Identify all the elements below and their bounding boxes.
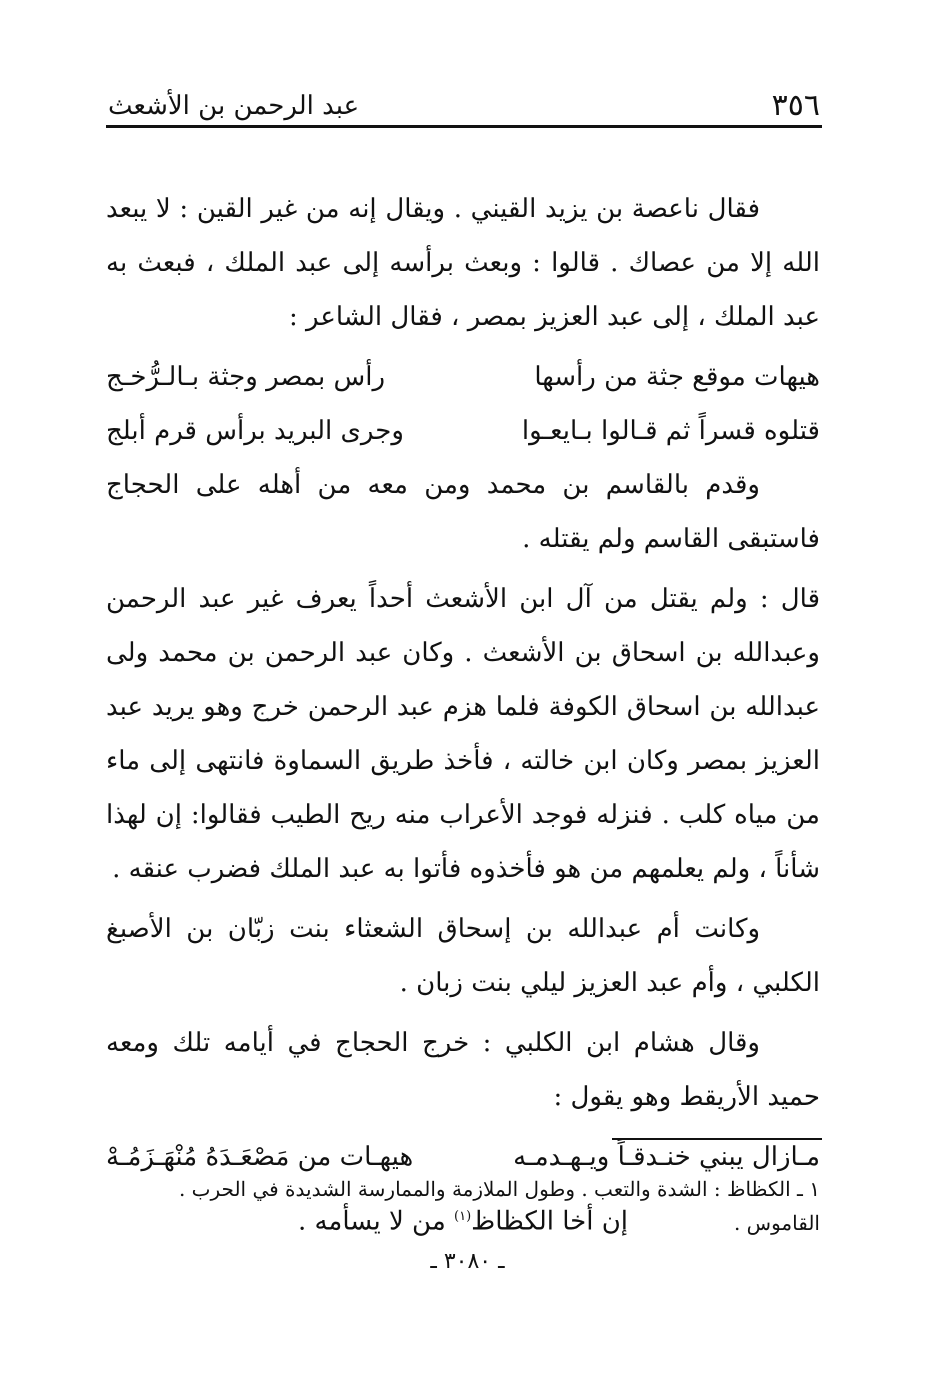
verse-4-main: إن أخا الكظاظ [471,1206,629,1237]
verse-1-second-hemistich: رأس بمصر وجثة بـالـرُّخـج [106,362,386,392]
paragraph-1: فقال ناعصة بن يزيد القيني . ويقال إنه من غير القين : لا يبعد الله إلا من عصاك . قالوا : وبعث برأسه إلى عبد الملك ، فبعث به عبد الملك ، إلى عبد العزيز بمصر ، فقال الشاعر : [106,194,820,332]
verse-line-2 [106,404,820,458]
verse-2-second-hemistich: وجرى البريد برأس قرم أبلج [106,416,404,446]
verse-3-first-hemistich: مـازال يبني خنـدقـاً ويـهـدمـه [513,1142,820,1172]
verse-3-second-hemistich: هيهـات من مَصْعَـدَهُ مُنْهَـزَمُـهْ [106,1142,414,1172]
page-header [108,78,820,126]
footnote: ١ ـ الكظاظ : الشدة والتعب . وطول الملازمة والممارسة الشديدة في الحرب . القاموس . [178,1177,820,1235]
body-text [106,182,820,1249]
verse-1-first-hemistich: هيهات موقع جثة من رأسها [534,362,820,392]
verse-line-1 [106,350,820,404]
paragraph-2: وقدم بالقاسم بن محمد ومن معه من أهله على الحجاج فاستبقى القاسم ولم يقتله . [106,470,820,554]
folio-number: ـ ٣٠٨٠ ـ [430,1249,505,1274]
page-number: ٣٥٦ [771,88,820,123]
footnote-reference[interactable]: (١) [454,1209,472,1224]
verse-4-rest: من لا يسأمه . [297,1206,446,1237]
footnote-rule [612,1138,822,1140]
paragraph-4: وكانت أم عبدالله بن إسحاق الشعثاء بنت زبّان بن الأصبغ الكلبي ، وأم عبد العزيز ليلي بنت زبان . [106,914,820,998]
header-rule [106,125,822,128]
running-title: عبد الرحمن بن الأشعث [108,91,360,121]
verse-2-first-hemistich: قتلوه قسراً ثم قـالوا بـايعـوا [521,416,820,446]
paragraph-3: قال : ولم يقتل من آل ابن الأشعث أحداً يعرف غير عبد الرحمن وعبدالله بن اسحاق بن الأشعث . وكان عبد الرحمن بن محمد ولى عبدالله بن اسحاق الكوفة فلما هزم عبد الرحمن خرج وهو يريد عبد العزيز بمصر وكان ابن خالته ، فأخذ طريق السماوة فانتهى إلى ماء من مياه كلب . فنزله فوجد الأعراب منه ريح الطيب فقالوا: إن لهذا شأناً ، ولم يعلمهم من هو فأخذوه فأتوا به عبد الملك فضرب عنقه . [106,584,820,884]
paragraph-5: وقال هشام ابن الكلبي : خرج الحجاج في أيامه تلك ومعه حميد الأريقط وهو يقول : [106,1028,820,1112]
